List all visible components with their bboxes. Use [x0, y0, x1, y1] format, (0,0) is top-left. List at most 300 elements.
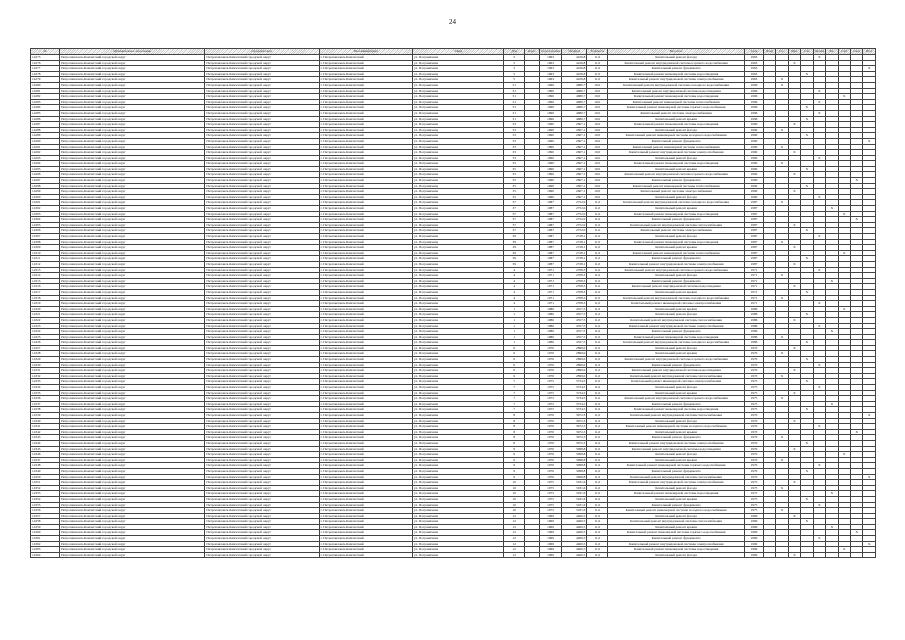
table-cell: Капитальный ремонт инженерной системы горячего водоснабжения	[608, 530, 745, 536]
table-cell: г. Петропавловск-Камчатский	[319, 485, 412, 491]
table-cell: 1969	[745, 536, 764, 542]
table-cell: ул. Пограничная	[413, 222, 504, 228]
table-cell: г. Петропавловск-Камчатский	[319, 306, 412, 312]
mark-cell	[763, 552, 775, 558]
column-header: Мун.	[788, 49, 800, 55]
table-cell: Петропавловск-Камчатский городской округ	[205, 222, 319, 228]
table-cell: Капитальный ремонт внутридомовой системы водоотведения	[608, 446, 745, 452]
table-cell: 11,0	[587, 295, 608, 301]
mark-cell: X	[788, 245, 800, 251]
table-cell: ул. Пограничная	[413, 474, 504, 480]
table-cell: Петропавловск-Камчатский городской округ	[205, 273, 319, 279]
table-cell: Петропавловск-Камчатский городской округ	[60, 183, 205, 189]
mark-cell: X	[788, 150, 800, 156]
table-cell: 39	[504, 245, 525, 251]
table-row	[31, 552, 876, 558]
table-cell: Капитальный ремонт фундамента	[608, 217, 745, 223]
table-cell: ул. Пограничная	[413, 502, 504, 508]
mark-cell: X	[776, 485, 788, 491]
mark-cell: X	[788, 513, 800, 519]
table-cell: 11,0	[587, 373, 608, 379]
table-cell: 14281	[31, 88, 60, 94]
table-cell: 2708,3	[562, 289, 587, 295]
table-cell: ул. Пограничная	[413, 261, 504, 267]
table-cell: 10,0	[587, 194, 608, 200]
table-cell: 1975	[539, 390, 562, 396]
table-cell: г. Петропавловск-Камчатский	[319, 541, 412, 547]
table-cell: г. Петропавловск-Камчатский	[319, 211, 412, 217]
table-cell: 4357,5	[562, 306, 587, 312]
table-cell: 1987	[539, 261, 562, 267]
mark-cell: X	[813, 234, 825, 240]
table-cell: 3181,6	[562, 491, 587, 497]
table-cell: г. Петропавловск-Камчатский	[319, 94, 412, 100]
mark-cell: X	[776, 508, 788, 514]
table-cell: 8	[504, 435, 525, 441]
table-cell: ул. Пограничная	[413, 496, 504, 502]
table-cell: 1970	[539, 463, 562, 469]
table-cell: Петропавловск-Камчатский городской округ	[60, 351, 205, 357]
table-cell: 37	[504, 217, 525, 223]
table-cell: ул. Пограничная	[413, 536, 504, 542]
table-cell: 3098,8	[562, 474, 587, 480]
table-cell: 10	[504, 502, 525, 508]
mark-cell: X	[776, 457, 788, 463]
table-cell: Капитальный ремонт инженерной системы водоотведения	[608, 334, 745, 340]
table-cell: Капитальный ремонт внутридомовой системы горячего водоснабжения	[608, 60, 745, 66]
table-cell: Петропавловск-Камчатский городской округ	[205, 150, 319, 156]
table-cell: 1975	[539, 396, 562, 402]
column-header: Фонд	[763, 49, 775, 55]
table-cell: 4680,7	[562, 82, 587, 88]
table-cell: 1971	[745, 301, 764, 307]
table-cell: 1970	[745, 457, 764, 463]
table-cell: 1970	[539, 474, 562, 480]
mark-cell: X	[813, 536, 825, 542]
mark-cell: X	[838, 306, 850, 312]
mark-cell: X	[788, 189, 800, 195]
table-cell: 11,0	[587, 502, 608, 508]
table-cell: Капитальный ремонт внутридомовой системы теплоснабжения	[608, 373, 745, 379]
table-cell: Петропавловск-Камчатский городской округ	[205, 390, 319, 396]
table-cell: 14332	[31, 373, 60, 379]
table-cell: ул. Пограничная	[413, 552, 504, 558]
table-cell: 1996	[539, 110, 562, 116]
table-cell: Петропавловск-Камчатский городской округ	[205, 536, 319, 542]
table-cell: 2607,1	[562, 166, 587, 172]
table-cell: г. Петропавловск-Камчатский	[319, 267, 412, 273]
mark-cell: X	[788, 261, 800, 267]
table-cell: г. Петропавловск-Камчатский	[319, 396, 412, 402]
table-cell: 1969	[539, 552, 562, 558]
table-cell: 1970	[745, 424, 764, 430]
table-cell: г. Петропавловск-Камчатский	[319, 379, 412, 385]
table-cell: 11,0	[587, 234, 608, 240]
table-cell: 11,0	[587, 541, 608, 547]
table-cell: 3734,5	[562, 407, 587, 413]
table-cell: 4357,5	[562, 340, 587, 346]
table-cell: 1963	[745, 60, 764, 66]
table-cell: г. Петропавловск-Камчатский	[319, 234, 412, 240]
table-cell: 10	[504, 496, 525, 502]
mark-cell: X	[788, 60, 800, 66]
table-cell: Капитальный ремонт фундамента	[608, 502, 745, 508]
table-cell: Капитальный ремонт внутридомовой системы теплоснабжения	[608, 519, 745, 525]
table-cell: Петропавловск-Камчатский городской округ	[60, 530, 205, 536]
table-cell: 14304	[31, 217, 60, 223]
table-cell: ул. Пограничная	[413, 379, 504, 385]
table-cell: 39	[504, 256, 525, 262]
table-cell: 1970	[745, 351, 764, 357]
mark-cell: X	[788, 368, 800, 374]
table-cell: 14324	[31, 329, 60, 335]
mark-cell: X	[776, 396, 788, 402]
table-cell: 11,0	[587, 317, 608, 323]
table-cell: 11,0	[587, 289, 608, 295]
table-cell: Капитальный ремонт инженерной системы теплоснабжения	[608, 250, 745, 256]
table-cell: г. Петропавловск-Камчатский	[319, 508, 412, 514]
table-cell: ул. Пограничная	[413, 127, 504, 133]
table-cell: ул. Пограничная	[413, 345, 504, 351]
table-cell: ул. Пограничная	[413, 273, 504, 279]
table-cell: Петропавловск-Камчатский городской округ	[60, 155, 205, 161]
table-cell: 11,0	[587, 524, 608, 530]
table-cell: Петропавловск-Камчатский городской округ	[205, 519, 319, 525]
table-cell: 14328	[31, 351, 60, 357]
table-cell: г. Петропавловск-Камчатский	[319, 122, 412, 128]
table-cell: Петропавловск-Камчатский городской округ	[60, 463, 205, 469]
table-cell: ул. Пограничная	[413, 429, 504, 435]
table-cell: г. Петропавловск-Камчатский	[319, 413, 412, 419]
table-cell: ул. Пограничная	[413, 150, 504, 156]
table-cell: 1975	[539, 496, 562, 502]
table-cell: 3181,6	[562, 502, 587, 508]
mark-cell: X	[813, 267, 825, 273]
table-cell: 2607,1	[562, 194, 587, 200]
table-cell: г. Петропавловск-Камчатский	[319, 256, 412, 262]
table-cell: 2607,1	[562, 189, 587, 195]
table-cell: Петропавловск-Камчатский городской округ	[60, 273, 205, 279]
table-cell: 4357,5	[562, 334, 587, 340]
table-cell: 1996	[745, 88, 764, 94]
table-cell: ул. Пограничная	[413, 373, 504, 379]
table-cell: 6	[504, 373, 525, 379]
table-cell: Петропавловск-Камчатский городской округ	[205, 502, 319, 508]
table-cell: 2607,1	[562, 183, 587, 189]
table-cell: ул. Пограничная	[413, 289, 504, 295]
table-cell: 1975	[539, 401, 562, 407]
table-cell: Петропавловск-Камчатский городской округ	[60, 345, 205, 351]
mark-cell: X	[838, 547, 850, 553]
table-cell: 2899,0	[562, 345, 587, 351]
table-cell: 1990	[745, 161, 764, 167]
table-cell: Петропавловск-Камчатский городской округ	[205, 82, 319, 88]
table-cell: 11,0	[587, 468, 608, 474]
table-cell: 1990	[745, 122, 764, 128]
table-cell: 1970	[539, 452, 562, 458]
table-cell: 14303	[31, 211, 60, 217]
table-cell: 39	[504, 234, 525, 240]
table-cell: г. Петропавловск-Камчатский	[319, 88, 412, 94]
table-cell: 11,0	[587, 267, 608, 273]
table-cell: 1975	[745, 407, 764, 413]
table-cell: 11,0	[587, 519, 608, 525]
table-cell: 14307	[31, 234, 60, 240]
mark-cell: X	[813, 463, 825, 469]
table-cell: Петропавловск-Камчатский городской округ	[205, 301, 319, 307]
table-cell: ул. Пограничная	[413, 284, 504, 290]
table-cell: Петропавловск-Камчатский городской округ	[205, 323, 319, 329]
table-cell: 1986	[539, 306, 562, 312]
table-cell: 1986	[745, 317, 764, 323]
table-cell: 2728,1	[562, 250, 587, 256]
table-cell: 10,0	[587, 155, 608, 161]
table-cell: 1969	[745, 541, 764, 547]
table-cell: Петропавловск-Камчатский городской округ	[60, 99, 205, 105]
table-cell: 6	[504, 362, 525, 368]
table-cell: 1	[504, 323, 525, 329]
table-cell: 14296	[31, 172, 60, 178]
table-cell: 1996	[745, 99, 764, 105]
table-cell: Капитальный ремонт инженерной системы водоотведения	[608, 211, 745, 217]
table-cell: 3098,8	[562, 468, 587, 474]
table-cell: 5	[504, 55, 525, 61]
mark-cell: X	[826, 491, 838, 497]
table-cell: 1970	[539, 373, 562, 379]
column-header: Корп.	[525, 49, 540, 55]
table-cell: 11,0	[587, 228, 608, 234]
table-cell: 3734,5	[562, 396, 587, 402]
table-cell: Петропавловск-Камчатский городской округ	[60, 424, 205, 430]
table-cell: 1990	[745, 138, 764, 144]
table-cell: 11,0	[587, 435, 608, 441]
table-cell: 1970	[745, 468, 764, 474]
table-cell: 14305	[31, 222, 60, 228]
table-cell: 1975	[539, 480, 562, 486]
table-cell: 35	[504, 194, 525, 200]
table-cell: г. Петропавловск-Камчатский	[319, 329, 412, 335]
table-cell: Петропавловск-Камчатский городской округ	[205, 217, 319, 223]
column-header: Год постройки	[539, 49, 562, 55]
table-cell: ул. Пограничная	[413, 178, 504, 184]
table-cell: 1975	[745, 508, 764, 514]
table-cell: 11,0	[587, 211, 608, 217]
table-cell: 11,0	[587, 273, 608, 279]
table-cell: Петропавловск-Камчатский городской округ	[60, 250, 205, 256]
table-cell: г. Петропавловск-Камчатский	[319, 77, 412, 83]
table-cell: г. Петропавловск-Камчатский	[319, 440, 412, 446]
table-cell: 1975	[539, 485, 562, 491]
table-cell: 1986	[745, 340, 764, 346]
table-cell: ул. Пограничная	[413, 446, 504, 452]
table-cell: 1	[504, 334, 525, 340]
table-cell: 10	[504, 508, 525, 514]
table-body	[31, 55, 876, 558]
table-cell: Петропавловск-Камчатский городской округ	[205, 239, 319, 245]
table-cell: Петропавловск-Камчатский городской округ	[60, 413, 205, 419]
table-cell: 14348	[31, 463, 60, 469]
table-cell: Петропавловск-Камчатский городской округ	[60, 373, 205, 379]
table-cell: Петропавловск-Камчатский городской округ	[205, 110, 319, 116]
mark-cell: X	[788, 390, 800, 396]
table-cell: 14278	[31, 71, 60, 77]
column-header: Счёт	[838, 49, 850, 55]
table-cell: 11,0	[587, 452, 608, 458]
table-cell: 14356	[31, 508, 60, 514]
table-cell: 1963	[745, 55, 764, 61]
table-cell: ул. Пограничная	[413, 519, 504, 525]
table-cell: 12	[504, 524, 525, 530]
table-cell: Петропавловск-Камчатский городской округ	[205, 178, 319, 184]
table-cell: Капитальный ремонт фасада	[608, 385, 745, 391]
table-cell: 1970	[539, 345, 562, 351]
table-cell: 3734,5	[562, 385, 587, 391]
table-cell: Петропавловск-Камчатский городской округ	[205, 368, 319, 374]
table-cell: г. Петропавловск-Камчатский	[319, 524, 412, 530]
mark-cell: X	[813, 301, 825, 307]
mark-cell: X	[863, 541, 876, 547]
mark-cell: X	[801, 116, 813, 122]
table-cell: 14306	[31, 228, 60, 234]
mark-cell: X	[801, 340, 813, 346]
table-cell: Петропавловск-Камчатский городской округ	[205, 491, 319, 497]
table-cell: Петропавловск-Камчатский городской округ	[205, 234, 319, 240]
table-cell: 1969	[539, 524, 562, 530]
table-cell: Петропавловск-Камчатский городской округ	[60, 452, 205, 458]
table-cell: 2752,0	[562, 206, 587, 212]
table-cell: Капитальный ремонт внутридомовой системы электроснабжения	[608, 480, 745, 486]
table-cell: Петропавловск-Камчатский городской округ	[205, 189, 319, 195]
table-cell: ул. Пограничная	[413, 351, 504, 357]
table-cell: 11,0	[587, 239, 608, 245]
table-cell: 10,0	[587, 105, 608, 111]
table-cell: Петропавловск-Камчатский городской округ	[60, 82, 205, 88]
table-cell: Капитальный ремонт фасада	[608, 194, 745, 200]
table-cell: г. Петропавловск-Камчатский	[319, 217, 412, 223]
table-cell: ул. Пограничная	[413, 508, 504, 514]
table-cell: 1990	[745, 178, 764, 184]
table-cell: 12	[504, 513, 525, 519]
register-table	[30, 48, 876, 558]
table-cell: 4	[504, 278, 525, 284]
mark-cell: X	[776, 295, 788, 301]
table-cell: 14325	[31, 334, 60, 340]
mark-cell: X	[850, 429, 862, 435]
mark-cell: X	[826, 524, 838, 530]
table-cell: 10,0	[587, 82, 608, 88]
mark-cell: X	[801, 256, 813, 262]
table-cell: 11,0	[587, 345, 608, 351]
table-cell: 14288	[31, 127, 60, 133]
table-cell: ул. Пограничная	[413, 250, 504, 256]
table-cell: Капитальный ремонт внутридомовой системы горячего водоснабжения	[608, 396, 745, 402]
table-cell: г. Петропавловск-Камчатский	[319, 312, 412, 318]
table-cell: 2607,1	[562, 178, 587, 184]
table-cell: Петропавловск-Камчатский городской округ	[205, 161, 319, 167]
table-cell: 14308	[31, 239, 60, 245]
table-cell: Капитальный ремонт инженерной системы электроснабжения	[608, 301, 745, 307]
table-cell: 14361	[31, 536, 60, 542]
table-cell: 1970	[539, 435, 562, 441]
table-cell: 11,0	[587, 306, 608, 312]
table-cell: 1996	[539, 94, 562, 100]
table-cell: 10,0	[587, 138, 608, 144]
table-cell: 4226,8	[562, 55, 587, 61]
table-cell: 14314	[31, 273, 60, 279]
table-cell: Петропавловск-Камчатский городской округ	[205, 513, 319, 519]
table-cell: г. Петропавловск-Камчатский	[319, 368, 412, 374]
table-cell: 11,0	[587, 368, 608, 374]
table-cell: ул. Пограничная	[413, 189, 504, 195]
table-cell: Капитальный ремонт инженерной системы водоотведения	[608, 239, 745, 245]
table-cell: 1963	[539, 55, 562, 61]
table-cell: г. Петропавловск-Камчатский	[319, 172, 412, 178]
table-cell: 1971	[745, 267, 764, 273]
table-cell: 1969	[745, 552, 764, 558]
table-cell: 1970	[745, 474, 764, 480]
table-cell: 14298	[31, 183, 60, 189]
table-cell: 1970	[745, 413, 764, 419]
table-cell: ул. Пограничная	[413, 435, 504, 441]
table-cell: 4	[504, 284, 525, 290]
table-cell: 14343	[31, 435, 60, 441]
table-cell: 11,0	[587, 513, 608, 519]
table-cell: 14336	[31, 396, 60, 402]
table-cell: Петропавловск-Камчатский городской округ	[60, 435, 205, 441]
table-cell: 11,0	[587, 446, 608, 452]
table-cell: Капитальный ремонт крыши	[608, 289, 745, 295]
column-header: Соб.	[801, 49, 813, 55]
table-cell: ул. Пограничная	[413, 306, 504, 312]
table-cell: 11,0	[587, 329, 608, 335]
table-cell: 1987	[539, 228, 562, 234]
table-cell: 3098,8	[562, 446, 587, 452]
table-cell: Петропавловск-Камчатский городской округ	[205, 71, 319, 77]
table-cell: ул. Пограничная	[413, 334, 504, 340]
table-cell: 1996	[539, 88, 562, 94]
column-header: Вид работ	[608, 49, 745, 55]
table-cell: г. Петропавловск-Камчатский	[319, 71, 412, 77]
mark-cell: X	[838, 452, 850, 458]
table-cell: 1990	[745, 144, 764, 150]
table-cell: ул. Пограничная	[413, 312, 504, 318]
table-cell: 1	[504, 329, 525, 335]
table-cell: 35	[504, 189, 525, 195]
table-cell: 11,0	[587, 429, 608, 435]
mark-cell: X	[813, 424, 825, 430]
column-header: Городской округ	[205, 49, 319, 55]
table-cell: г. Петропавловск-Камчатский	[319, 301, 412, 307]
table-cell: Петропавловск-Камчатский городской округ	[205, 55, 319, 61]
table-cell: 1990	[539, 155, 562, 161]
table-cell: 10,0	[587, 144, 608, 150]
table-cell: 2607,1	[562, 122, 587, 128]
table-cell: Петропавловск-Камчатский городской округ	[205, 60, 319, 66]
mark-cell: X	[788, 446, 800, 452]
table-cell: 10,0	[587, 189, 608, 195]
mark-cell: X	[813, 362, 825, 368]
table-cell: 1969	[539, 536, 562, 542]
table-cell: ул. Пограничная	[413, 234, 504, 240]
mark-cell: X	[776, 161, 788, 167]
table-cell: 14295	[31, 166, 60, 172]
table-cell: 1990	[745, 183, 764, 189]
table-cell: 1986	[539, 340, 562, 346]
table-cell: 2708,3	[562, 273, 587, 279]
table-cell: 4460,5	[562, 519, 587, 525]
table-cell: 1990	[745, 155, 764, 161]
mark-cell: X	[863, 474, 876, 480]
